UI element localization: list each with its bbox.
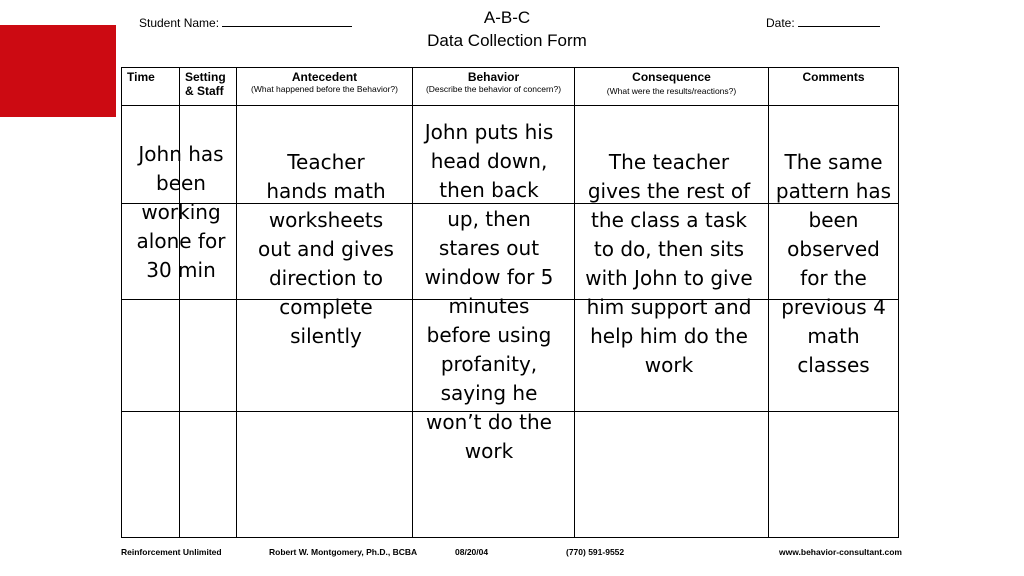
column-divider	[768, 67, 769, 538]
table-border-left	[121, 67, 122, 538]
footer-phone: (770) 591-9552	[566, 547, 625, 557]
row-divider	[121, 105, 899, 106]
table-border-bottom	[121, 537, 899, 538]
column-title: Time	[127, 70, 155, 84]
entry-consequence: The teacher gives the rest of the class a task to do, then sits with John to give him support and help him do the work	[585, 150, 753, 377]
date-blank[interactable]	[798, 15, 880, 27]
entry-time: John has been working alone for 30 min	[136, 142, 226, 282]
table-border-right	[898, 67, 899, 538]
footer-website[interactable]	[779, 547, 902, 557]
column-title: Consequence	[632, 70, 711, 84]
red-accent-block	[0, 25, 116, 117]
column-divider	[574, 67, 575, 538]
form-title-main: Data Collection Form	[427, 31, 587, 50]
column-header-consequence	[575, 70, 768, 97]
column-divider	[412, 67, 413, 538]
entry-antecedent: Teacher hands math worksheets out and gives direction to complete silently	[258, 150, 394, 348]
column-title: Behavior	[467, 70, 520, 84]
column-header-comments	[769, 70, 898, 84]
column-subtitle: (Describe the behavior of concern?)	[425, 84, 562, 94]
student-name-blank[interactable]	[222, 15, 352, 27]
column-subtitle: (What happened before the Behavior?)	[251, 84, 398, 94]
form-title-abc: A-B-C	[483, 8, 531, 27]
column-header-behavior	[413, 70, 574, 95]
column-title: Comments	[802, 70, 865, 84]
column-header-setting	[185, 70, 235, 98]
column-header-antecedent	[237, 70, 412, 95]
date-field[interactable]	[766, 15, 880, 30]
table-border-top	[121, 67, 899, 68]
student-name-field[interactable]	[139, 15, 352, 30]
date-label: Date:	[766, 16, 795, 30]
column-header-time	[127, 70, 179, 84]
footer-author: Robert W. Montgomery, Ph.D., BCBA	[269, 547, 418, 557]
column-title: Antecedent	[291, 70, 358, 84]
column-divider	[179, 67, 180, 538]
student-name-label: Student Name:	[139, 16, 220, 30]
column-subtitle: (What were the results/reactions?)	[606, 86, 737, 96]
entry-comments: The same pattern has been observed for the previous 4 math classes	[775, 150, 892, 377]
column-title: Setting & Staff	[185, 70, 226, 98]
entry-behavior: John puts his head down, then back up, then stares out window for 5 minutes before using profanity, saying he won’t do the work	[424, 120, 554, 463]
column-divider	[236, 67, 237, 538]
footer-org: Reinforcement Unlimited	[121, 547, 222, 557]
website-link[interactable]: www.behavior-consultant.com	[779, 547, 902, 557]
footer-date: 08/20/04	[455, 547, 489, 557]
